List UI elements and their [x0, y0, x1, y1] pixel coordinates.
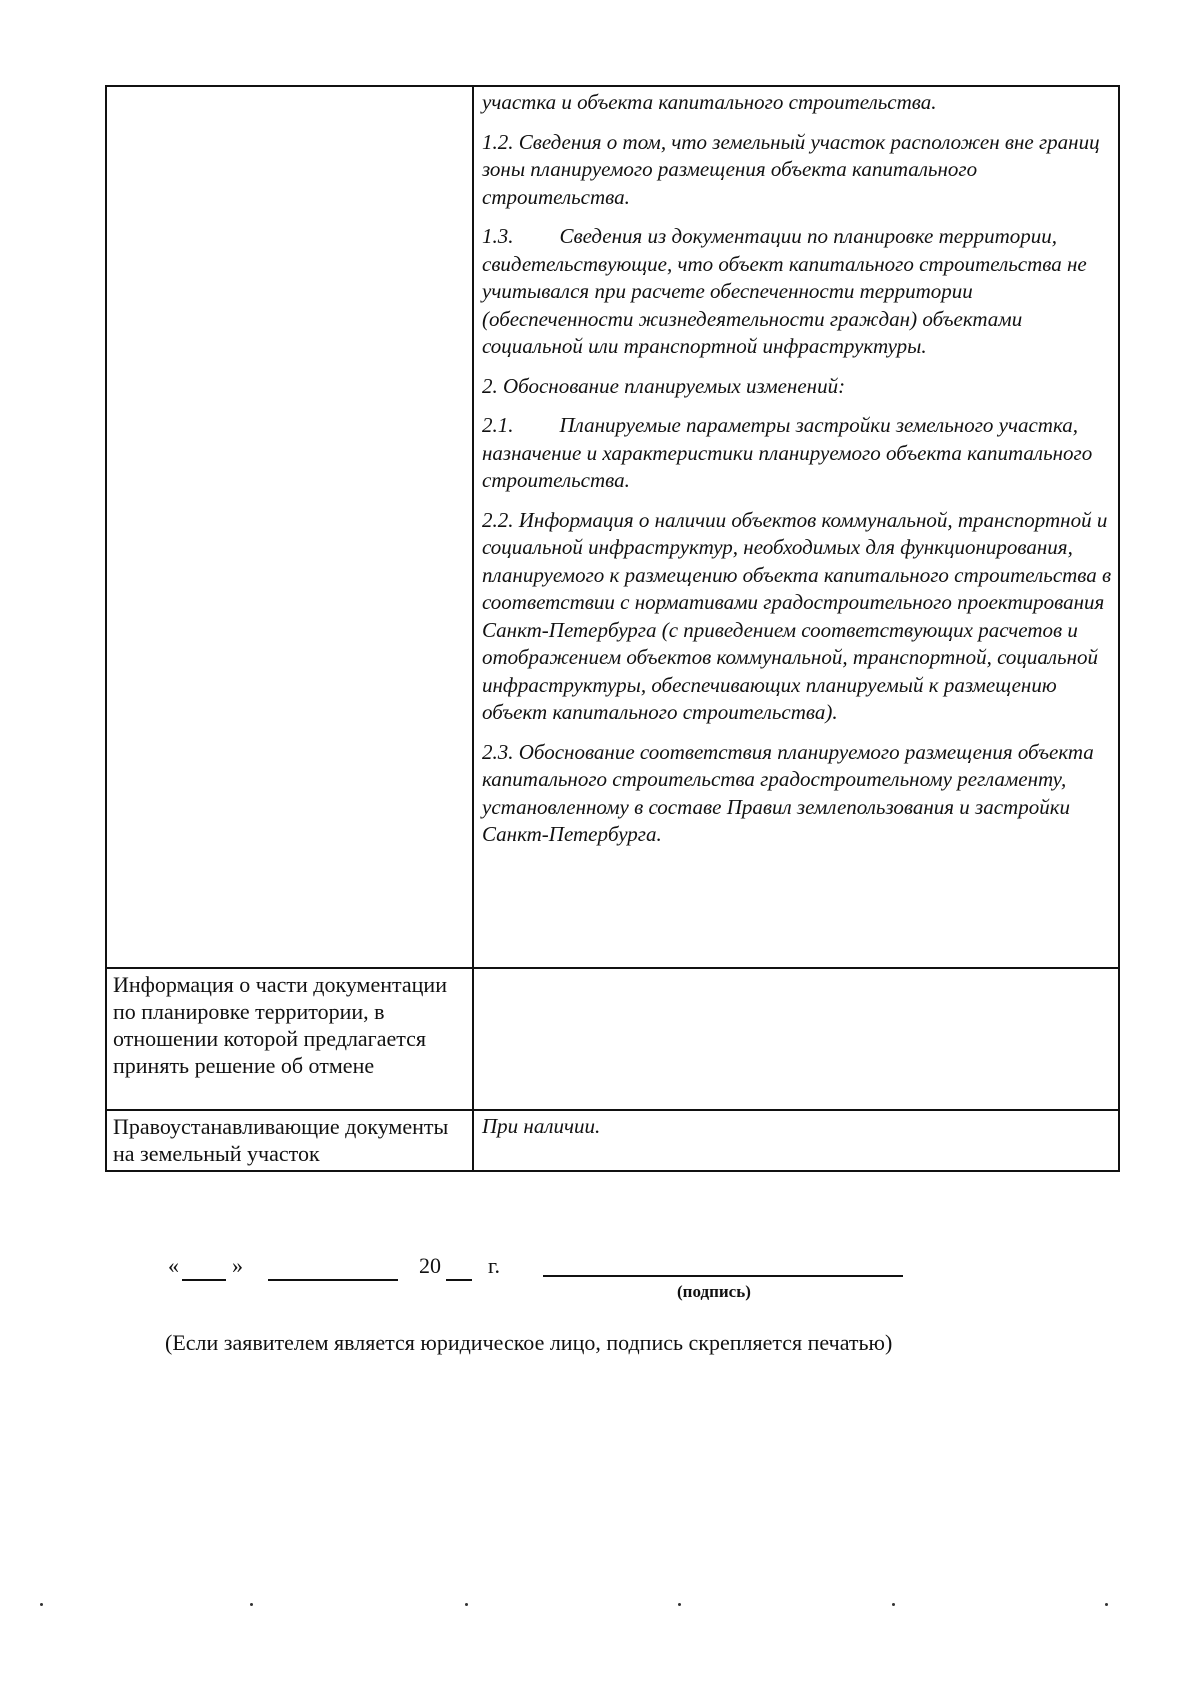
close-quote: »: [232, 1253, 243, 1278]
item-number: 1.3.: [482, 224, 514, 248]
scan-dot: [892, 1603, 895, 1606]
planning-doc-label-cell: [106, 968, 473, 1110]
year-suffix: г.: [488, 1253, 501, 1278]
title-docs-value: При наличии.: [482, 1114, 601, 1138]
item-text: Сведения из документации по планировке территории, свидетельствующие, что объект капитального строительства не учитывался при расчете обеспеченности территории (обеспеченности жизнедеятельности граждан) объектами социальной или транспортной инфраструктуры.: [482, 224, 1087, 358]
justification-item: [482, 739, 1112, 849]
item-text: 1.2. Сведения о том, что земельный участок расположен вне границ зоны планируемого размещения объекта капитального строительства.: [482, 129, 1100, 209]
scan-dot: [40, 1603, 43, 1606]
table-row: [106, 86, 1119, 968]
item-text: участка и объекта капитального строительства.: [482, 90, 937, 114]
month-blank: [268, 1253, 398, 1281]
planning-doc-value: [474, 969, 1118, 973]
title-docs-label: Правоустанавливающие документы на земельный участок: [113, 1114, 449, 1166]
justification-item: [482, 223, 1112, 361]
item-text: 2.2. Информация о наличии объектов коммунальной, транспортной и социальной инфраструктур, необходимых для функционирования, планируемого к размещению объекта капитального строительства в соответствии с нормативами градостроительного проектирования Санкт-Петербурга (с приведением соответствующих расчетов и отображением объектов коммунальной, транспортной, социальной инфраструктуры, обеспечивающих планируемый к размещению объект капитального строительства).: [482, 507, 1112, 724]
signature-caption: (подпись): [677, 1282, 751, 1301]
scan-dot: [465, 1603, 468, 1606]
seal-note: (Если заявителем является юридическое лицо, подпись скрепляется печатью): [165, 1330, 893, 1355]
title-docs-label-cell: [106, 1110, 473, 1171]
item-text: 2. Обоснование планируемых изменений:: [482, 373, 846, 398]
justification-list: [474, 87, 1118, 851]
open-quote: «: [168, 1253, 179, 1278]
scan-dot: [1105, 1603, 1108, 1606]
signature-line: [543, 1275, 903, 1277]
year-blank: [446, 1253, 472, 1281]
planning-doc-value-cell: [473, 968, 1119, 1110]
item-text: 2.3. Обоснование соответствия планируемого размещения объекта капитального строительства градостроительному регламенту, установленному в составе Правил землепользования и застройки Санкт-Петербурга.: [482, 739, 1094, 846]
year-prefix: 20: [419, 1253, 441, 1278]
title-docs-value-cell: [473, 1110, 1119, 1171]
table-row: [106, 1110, 1119, 1171]
planning-doc-label: Информация о части документации по планировке территории, в отношении которой предлагается принять решение об отмене: [113, 972, 447, 1078]
justification-item: [482, 507, 1112, 727]
empty-left-cell: [106, 86, 473, 968]
justification-item: [482, 89, 1112, 117]
item-number: 2.1.: [482, 413, 514, 437]
item-text: Планируемые параметры застройки земельного участка, назначение и характеристики планируемого объекта капитального строительства.: [482, 413, 1093, 492]
day-blank: [182, 1253, 226, 1281]
scan-dot: [250, 1603, 253, 1606]
application-table: [105, 85, 1120, 1172]
justification-item: [482, 412, 1112, 495]
scan-dot: [678, 1603, 681, 1606]
table-row: [106, 968, 1119, 1110]
justification-item: [482, 373, 1112, 401]
justification-cell: [473, 86, 1119, 968]
justification-item: [482, 129, 1112, 212]
